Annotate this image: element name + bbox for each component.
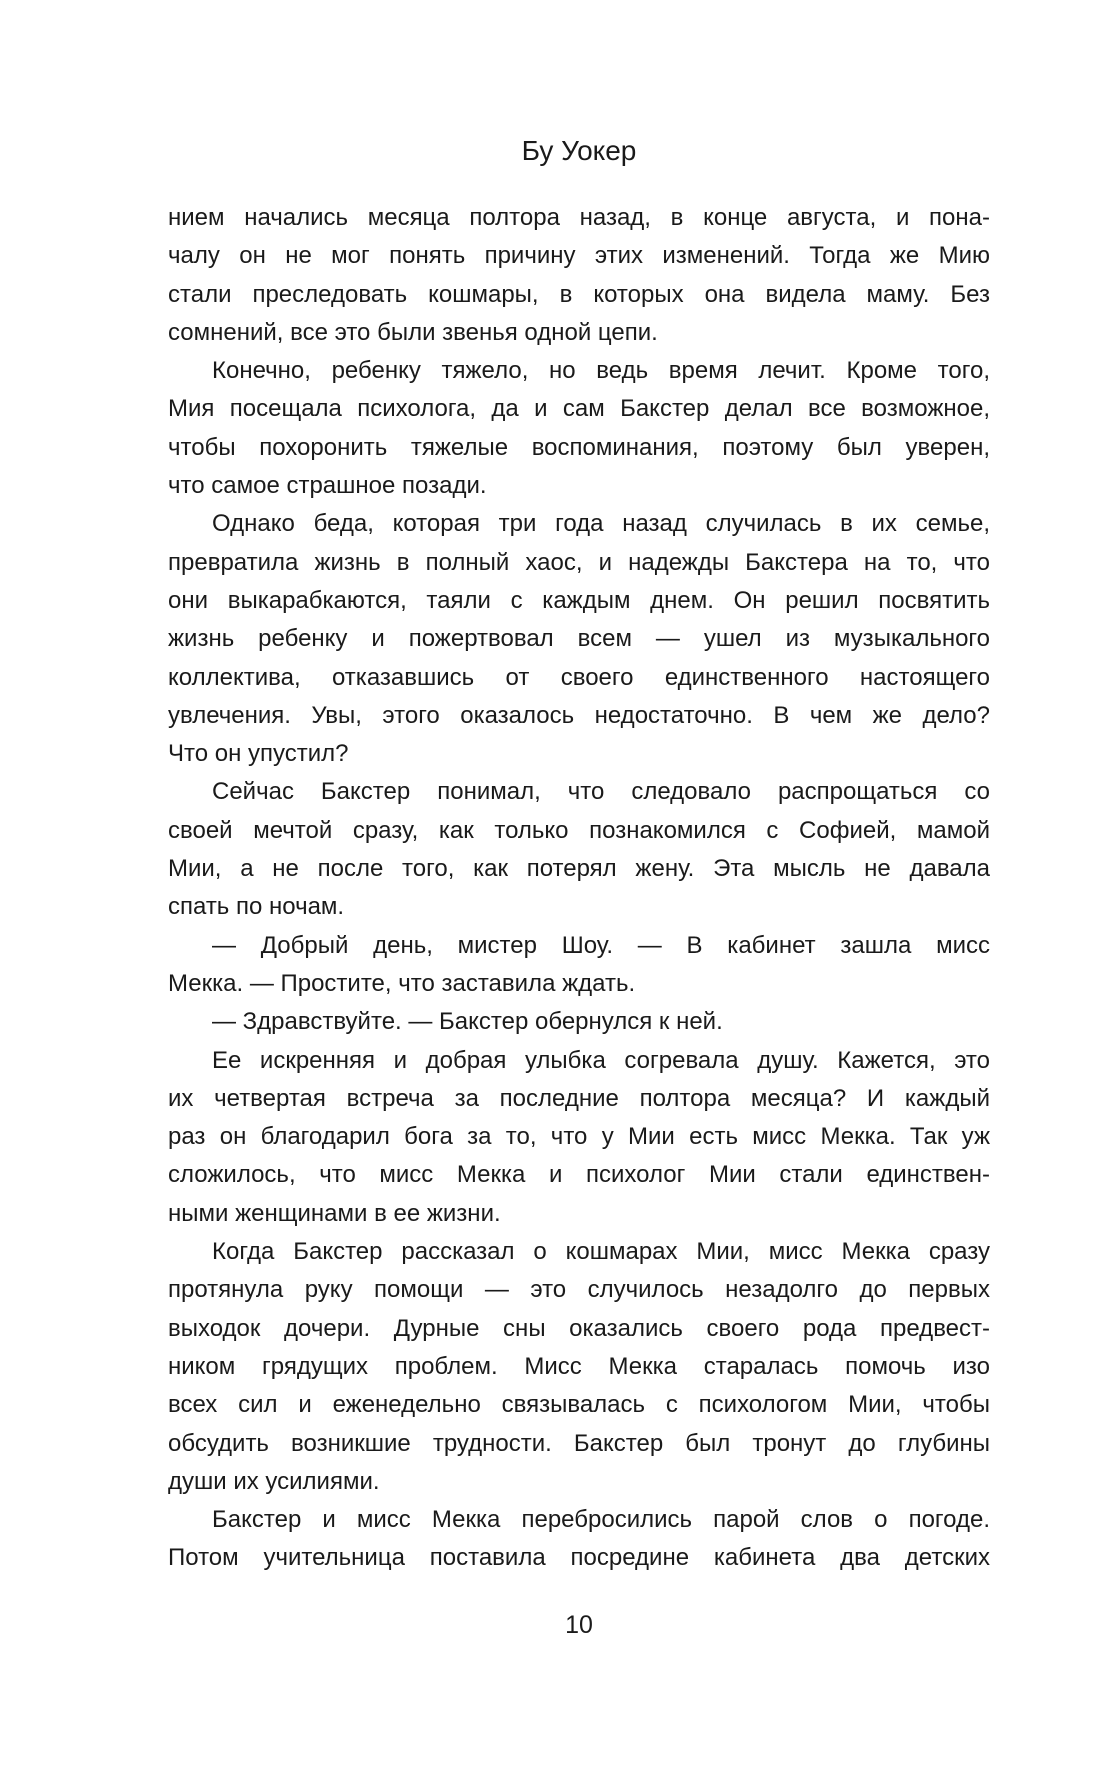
paragraph-dialogue — [168, 1003, 990, 1041]
text-line: Мия посещала психолога, да и сам Бакстер делал все возможное, — [168, 395, 990, 423]
text-line: всех сил и еженедельно связывалась с психологом Мии, чтобы — [168, 1391, 990, 1419]
text-line: сомнений, все это были звенья одной цепи. — [168, 318, 658, 346]
text-line: обсудить возникшие трудности. Бакстер был тронут до глубины — [168, 1429, 990, 1457]
text-line: Ее искренняя и добрая улыбка согревала душу. Кажется, это — [212, 1046, 990, 1074]
text-line: они выкарабкаются, таяли с каждым днем. Он решил посвятить — [168, 586, 990, 614]
text-line: жизнь ребенку и пожертвовал всем — ушел из музыкального — [168, 625, 990, 653]
text-line: Потом учительница поставила посредине кабинета два детских — [168, 1544, 990, 1572]
text-line: нием начались месяца полтора назад, в конце августа, и пона- — [168, 204, 990, 231]
paragraph — [168, 1042, 990, 1233]
running-header: Бу Уокер — [521, 135, 637, 166]
text-line: ными женщинами в ее жизни. — [168, 1199, 501, 1227]
text-line: Однако беда, которая три года назад случилась в их семье, — [212, 510, 990, 538]
text-line: чалу он не мог понять причину этих изменений. Тогда же Мию — [168, 242, 990, 270]
text-line: что самое страшное позади. — [168, 472, 487, 500]
text-line: сложилось, что мисс Мекка и психолог Мии стали единствен- — [168, 1161, 990, 1189]
page-text — [168, 199, 990, 1578]
text-line: души их усилиями. — [168, 1467, 380, 1495]
text-line: их четвертая встреча за последние полтора месяца? И каждый — [168, 1084, 990, 1112]
text-line: Конечно, ребенку тяжело, но ведь время лечит. Кроме того, — [212, 357, 990, 385]
text-line: — Добрый день, мистер Шоу. — В кабинет зашла мисс — [212, 931, 990, 959]
text-line: Бакстер и мисс Мекка перебросились парой слов о погоде. — [212, 1506, 990, 1534]
paragraph — [168, 199, 990, 352]
text-line: спать по ночам. — [168, 893, 345, 921]
paragraph — [168, 505, 990, 773]
text-line: ником грядущих проблем. Мисс Мекка старалась помочь изо — [168, 1352, 990, 1380]
text-line: коллектива, отказавшись от своего единственного настоящего — [168, 663, 990, 691]
text-line: выходок дочери. Дурные сны оказались своего рода предвест- — [168, 1314, 990, 1342]
text-line: Мекка. — Простите, что заставила ждать. — [168, 969, 636, 997]
text-line: чтобы похоронить тяжелые воспоминания, поэтому был уверен, — [168, 433, 990, 461]
page-number: 10 — [565, 1611, 593, 1639]
paragraph — [168, 1233, 990, 1501]
paragraph — [168, 1501, 990, 1578]
text-line: своей мечтой сразу, как только познакомился с Софией, мамой — [168, 816, 990, 844]
text-line: превратила жизнь в полный хаос, и надежды Бакстера на то, что — [168, 548, 990, 576]
paragraph-dialogue — [168, 927, 990, 1004]
text-line: раз он благодарил бога за то, что у Мии есть мисс Мекка. Так уж — [168, 1123, 990, 1151]
text-line: Когда Бакстер рассказал о кошмарах Мии, мисс Мекка сразу — [212, 1238, 990, 1266]
text-line: Что он упустил? — [168, 740, 349, 768]
paragraph — [168, 352, 990, 505]
text-line: протянула руку помощи — это случилось незадолго до первых — [168, 1276, 990, 1304]
text-line: — Здравствуйте. — Бакстер обернулся к ней. — [212, 1008, 723, 1036]
paragraph — [168, 773, 990, 926]
text-line: стали преследовать кошмары, в которых она видела маму. Без — [168, 280, 990, 308]
text-line: Мии, а не после того, как потерял жену. Эта мысль не давала — [168, 855, 990, 883]
text-line: Сейчас Бакстер понимал, что следовало распрощаться со — [212, 778, 990, 806]
text-line: увлечения. Увы, этого оказалось недостаточно. В чем же дело? — [168, 701, 990, 729]
